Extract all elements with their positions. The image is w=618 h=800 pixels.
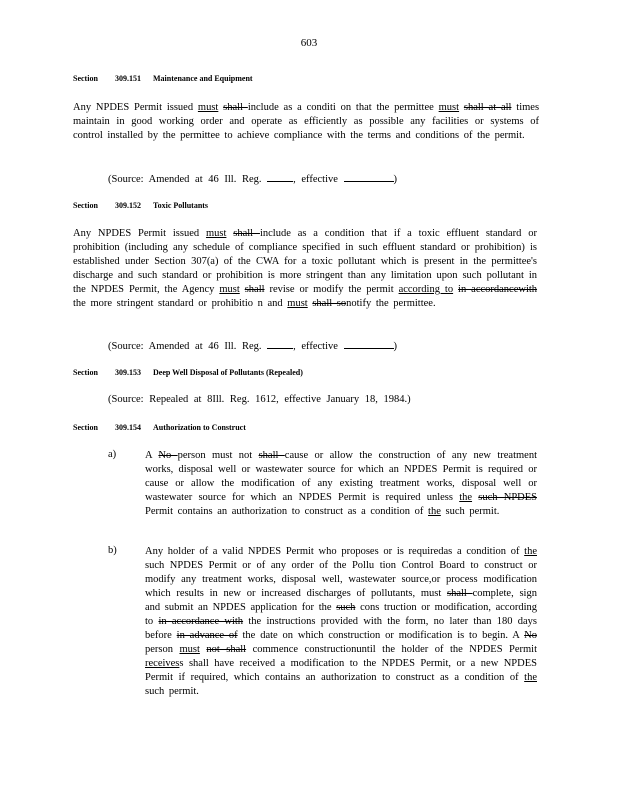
text-run: the more stringent standard or prohibitio n and <box>73 298 288 309</box>
section-heading-309-153 <box>73 368 303 377</box>
text-run: s shall have received a modification to the NPDES Permit, or a new NPDES Permit if required, which contains an authorization to construct as a condition of <box>145 658 537 683</box>
section-number: 309.151 <box>115 74 141 83</box>
subsection-b-label: b) <box>108 545 117 556</box>
deleted-text: such NPDES <box>478 492 537 503</box>
date-blank <box>344 171 394 182</box>
subsection-a-text <box>145 449 537 519</box>
text-run: Any holder of a valid NPDES Permit who proposes or is requiredas a condition of <box>145 546 525 557</box>
text-run: Permit contains an authorization to construct as a condition of <box>145 506 429 517</box>
date-blank <box>267 171 293 182</box>
section-title: Deep Well Disposal of Pollutants (Repealed) <box>153 368 303 377</box>
deleted-text: in advance of <box>176 630 238 641</box>
section-number: 309.153 <box>115 368 141 377</box>
deleted-text: shall <box>258 450 285 461</box>
text-run: Any NPDES Permit issued <box>73 102 198 113</box>
section-title: Toxic Pollutants <box>153 201 209 210</box>
text-run: person must not <box>177 450 259 461</box>
deleted-text: in accordance with <box>158 616 244 627</box>
inserted-text: the <box>524 672 537 683</box>
section-label: Section <box>73 201 98 210</box>
source-note-309-153: (Source: Repealed at 8Ill. Reg. 1612, effective January 18, 1984.) <box>108 394 411 405</box>
deleted-text: shall <box>223 102 248 113</box>
section-heading-309-152 <box>73 201 208 210</box>
section-number: 309.154 <box>115 423 141 432</box>
date-blank <box>344 338 394 349</box>
inserted-text: the <box>459 492 473 503</box>
text-run: cons truction or modification, according to <box>145 602 538 627</box>
deleted-text: No <box>524 630 537 641</box>
text-run: notify the permittee. <box>346 298 436 309</box>
page-number: 603 <box>300 37 318 49</box>
inserted-text: the <box>524 546 537 557</box>
subsection-a-label: a) <box>108 449 117 460</box>
text-run: commence constructionuntil the holder of the NPDES Permit <box>246 644 538 655</box>
section-label: Section <box>73 74 98 83</box>
source-note-309-151: (Source: Amended at 46 Ill. Reg. , effective ) <box>108 171 397 185</box>
deleted-text: not shall <box>206 644 247 655</box>
section-number: 309.152 <box>115 201 141 210</box>
section-label: Section <box>73 423 98 432</box>
text-run: such permit. <box>440 506 500 517</box>
inserted-text: must <box>197 102 219 113</box>
text-run: Any NPDES Permit issued <box>73 228 206 239</box>
deleted-text: shall <box>233 228 260 239</box>
date-blank <box>267 338 293 349</box>
section-title: Maintenance and Equipment <box>153 74 253 83</box>
section-title: Authorization to Construct <box>153 423 246 432</box>
deleted-text: shall <box>244 284 265 295</box>
text-run: revise or modify the permit <box>264 284 399 295</box>
text-run: include as a condition that if a toxic effluent standard or prohibition (including any schedule of compliance specified in such effluent standard or prohibition) is established under Section 307(a) of the CWA for a toxic pollutant which is present in the permittee's discharge and such standard or prohibition is more stringent than any limitation upon such pollutant in the NPDES Permit, the Agency <box>73 228 537 295</box>
deleted-text: shall <box>447 588 473 599</box>
source-note-309-152: (Source: Amended at 46 Ill. Reg. , effective ) <box>108 338 397 352</box>
text-run: the date on which construction or modification is to begin. A <box>237 630 525 641</box>
text-run: times maintain in good working order and operate as efficiently as possible any facilities or systems of control installed by the permittee to achieve compliance with the terms and conditions of the permit. <box>73 102 540 141</box>
inserted-text: must <box>219 284 240 295</box>
inserted-text: according to <box>398 284 454 295</box>
inserted-text: the <box>428 506 441 517</box>
text-run: A <box>145 450 159 461</box>
subsection-b-text <box>145 545 537 699</box>
inserted-text: must <box>179 644 200 655</box>
section-309-152-text <box>73 227 537 311</box>
deleted-text: such <box>336 602 356 613</box>
text-run: complete, sign and submit an NPDES application for the <box>145 588 537 613</box>
text-run: such NPDES Permit or of any order of the Pollu tion Control Board to construct or modify any treatment works, disposal well, wastewater source,or process modification which results in new or increased discharges of pollutants, must <box>145 560 537 599</box>
deleted-text: No <box>158 450 178 461</box>
deleted-text: shall so <box>312 298 347 309</box>
text-run: person <box>145 644 180 655</box>
text-run: the instructions provided with the form, no later than 180 days before <box>145 616 538 641</box>
section-309-151-text <box>73 101 539 143</box>
inserted-text: must <box>205 228 227 239</box>
inserted-text: must <box>438 102 460 113</box>
deleted-text: in accordancewith <box>458 284 538 295</box>
section-heading-309-151 <box>73 74 253 83</box>
section-label: Section <box>73 368 98 377</box>
text-run: include as a conditi on that the permittee <box>247 102 439 113</box>
inserted-text: must <box>287 298 308 309</box>
text-run: such permit. <box>145 686 199 697</box>
text-run: cause or allow the construction of any new treatment works, disposal well or wastewater source for which an NPDES Permit is required or cause or allow the modification of any existing treatment works, disposal well or wastewater source for which an NPDES Permit is required unless <box>145 450 537 503</box>
inserted-text: receives <box>145 658 180 669</box>
deleted-text: shall at all <box>463 102 512 113</box>
section-heading-309-154 <box>73 423 246 432</box>
